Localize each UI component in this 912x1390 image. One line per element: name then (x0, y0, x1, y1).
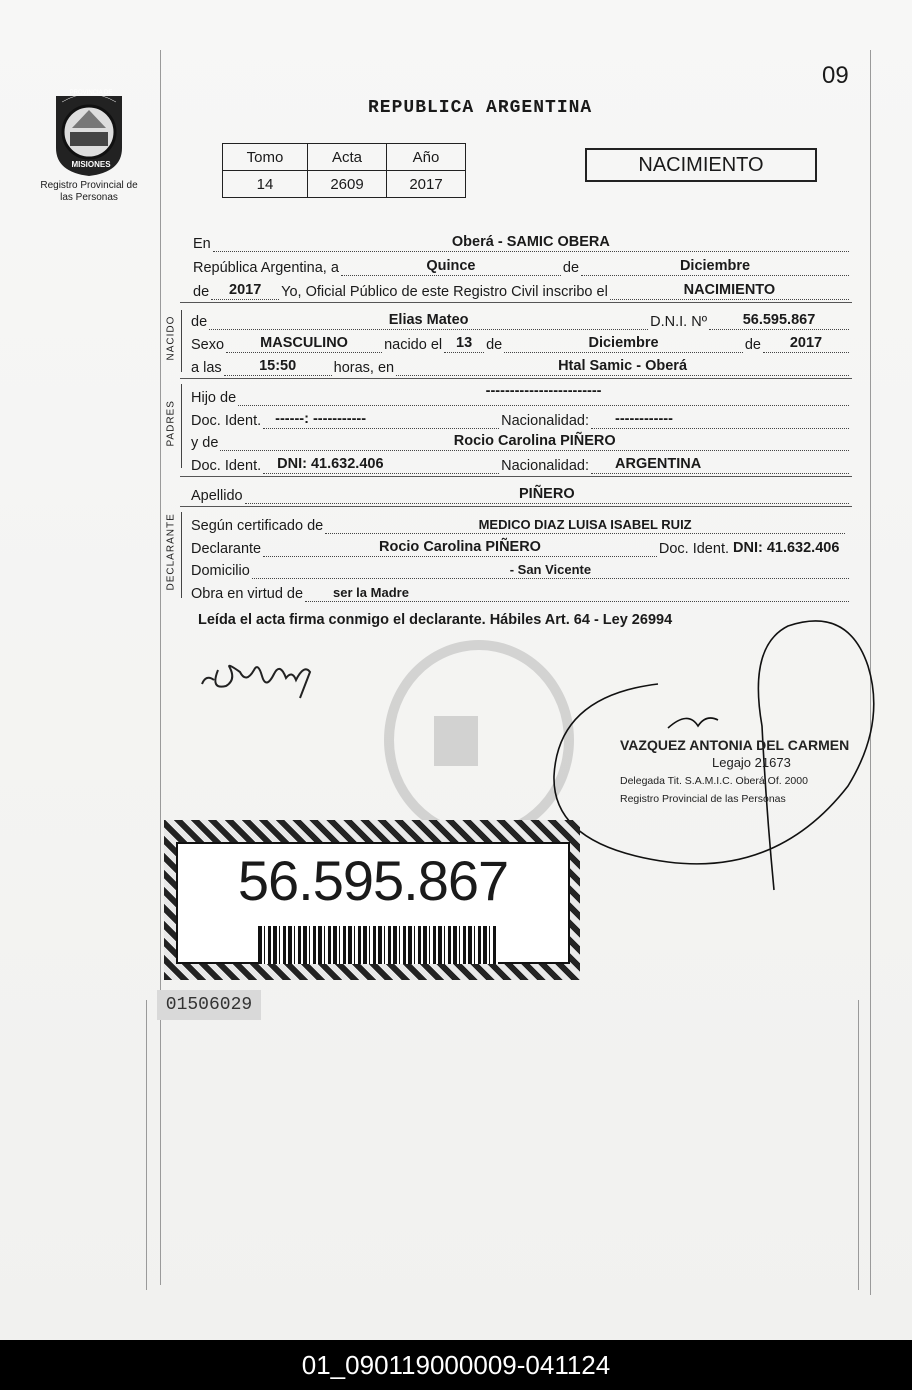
divider (180, 506, 852, 507)
side-label-declarante: DECLARANTE (165, 513, 177, 591)
legal-text: Leída el acta firma conmigo el declarante. Hábiles Art. 64 - Ley 26994 (198, 612, 673, 628)
table-header-acta: Acta (308, 144, 387, 171)
certificate-source: MEDICO DIAZ LUISA ISABEL RUIZ (478, 517, 692, 532)
logo-arc-text: PROVINCIA DE (69, 90, 113, 96)
label-de-2: de (193, 284, 210, 300)
mother-doc: DNI: 41.632.406 (277, 456, 384, 472)
nacido-row-3 (191, 356, 851, 376)
label-nacionalidad: Nacionalidad: (501, 458, 589, 474)
birth-month: Diciembre (588, 335, 659, 351)
barcode-number: 56.595.867 (237, 849, 509, 912)
table-header-tomo: Tomo (223, 144, 308, 171)
label-obra: Obra en virtud de (191, 586, 304, 602)
barcode-label (176, 842, 570, 964)
label-doc-ident: Doc. Ident. (658, 541, 729, 557)
logo-bottom-text: MISIONES (71, 160, 111, 169)
declarante-row-1 (191, 514, 847, 534)
padres-row-2 (191, 409, 851, 429)
divider (180, 378, 852, 379)
left-margin-line (160, 50, 161, 1285)
birth-time: 15:50 (259, 358, 297, 374)
side-label-nacido: NACIDO (165, 315, 177, 361)
record-table (222, 143, 466, 198)
stamp-number: 01506029 (157, 990, 261, 1020)
intro-inscribed: NACIMIENTO (683, 282, 776, 298)
label-doc-ident: Doc. Ident. (191, 413, 262, 429)
label-de: de (486, 337, 503, 353)
padres-row-1 (191, 383, 851, 406)
apellido-value: PIÑERO (519, 486, 575, 502)
nacido-row-2 (191, 333, 851, 353)
padres-bracket (181, 384, 182, 468)
divider (180, 302, 852, 303)
intro-row-3 (193, 280, 851, 300)
intro-row-2 (193, 256, 851, 276)
father-name: ------------------------ (485, 383, 602, 399)
label-de: de (191, 314, 208, 330)
official-position: Delegada Tit. S.A.M.I.C. Oberá Of. 2000 (620, 775, 808, 787)
divider (180, 476, 852, 477)
declarant-capacity: ser la Madre (333, 585, 409, 600)
label-y-de: y de (191, 435, 219, 451)
label-horas-en: horas, en (333, 360, 395, 376)
declarant-signature (196, 650, 326, 702)
side-label-padres: PADRES (165, 400, 177, 447)
father-doc: ------: ----------- (275, 411, 367, 427)
official-legajo: Legajo 21673 (712, 755, 791, 770)
label-declarante: Declarante (191, 541, 262, 557)
child-name: Elias Mateo (388, 312, 469, 328)
label-de: de (744, 337, 761, 353)
table-value-tomo: 14 (223, 171, 308, 198)
label-hijo-de: Hijo de (191, 390, 237, 406)
label-en: En (193, 236, 211, 252)
declarante-bracket (181, 512, 182, 598)
registry-seal-stamp (384, 640, 574, 840)
mother-nationality: ARGENTINA (615, 456, 702, 472)
padres-row-3 (191, 431, 851, 451)
label-a-las: a las (191, 360, 222, 376)
label-dni: D.N.I. Nº (650, 314, 707, 330)
father-nationality: ------------ (615, 411, 673, 427)
official-signature-block (620, 736, 849, 808)
label-certificado: Según certificado de (191, 518, 324, 534)
child-sexo: MASCULINO (260, 335, 348, 351)
mother-name: Rocio Carolina PIÑERO (453, 433, 616, 449)
intro-place: Oberá - SAMIC OBERA (451, 234, 610, 250)
intro-day: Quince (426, 258, 476, 274)
barcode-bars (258, 926, 498, 964)
padres-row-4 (191, 454, 851, 474)
official-registry: Registro Provincial de las Personas (620, 793, 786, 805)
barcode-sticker (164, 820, 580, 980)
intro-month: Diciembre (679, 258, 751, 274)
footer-id: 01_090119000009-041124 (0, 1340, 912, 1390)
label-republic: República Argentina, a (193, 260, 339, 276)
official-name: VAZQUEZ ANTONIA DEL CARMEN (620, 737, 850, 753)
declarante-row-4 (191, 582, 851, 602)
declarante-row-3 (191, 559, 851, 579)
intro-row-1 (193, 232, 851, 252)
birth-place: Htal Samic - Oberá (558, 358, 688, 374)
label-nacido-el: nacido el (384, 337, 443, 353)
apellido-row (191, 484, 851, 504)
right-margin-line-2 (858, 1000, 859, 1290)
declarant-address: - San Vicente (509, 562, 592, 577)
page-number: 09 (822, 62, 849, 89)
label-sexo: Sexo (191, 337, 225, 353)
label-doc-ident: Doc. Ident. (191, 458, 262, 474)
table-value-ano: 2017 (387, 171, 466, 198)
declarant-doc: DNI: 41.632.406 (733, 540, 840, 556)
country-title: REPUBLICA ARGENTINA (368, 98, 593, 118)
record-type-box: NACIMIENTO (585, 148, 817, 182)
label-apellido: Apellido (191, 488, 243, 504)
left-margin-line-2 (146, 1000, 147, 1290)
birth-day: 13 (456, 335, 473, 351)
table-header-ano: Año (387, 144, 466, 171)
label-domicilio: Domicilio (191, 563, 250, 579)
declarante-row-2 (191, 537, 851, 557)
nacido-row-1 (191, 310, 851, 330)
registry-caption: Registro Provincial de las Personas (40, 180, 138, 203)
nacido-bracket (181, 310, 182, 372)
label-de: de (562, 260, 580, 276)
officer-text: Yo, Oficial Público de este Registro Civil inscribo el (281, 284, 608, 300)
intro-year: 2017 (229, 282, 262, 298)
seal-emblem (434, 716, 478, 766)
label-nacionalidad: Nacionalidad: (501, 413, 589, 429)
declarant-name: Rocio Carolina PIÑERO (379, 539, 541, 555)
birth-year: 2017 (789, 335, 823, 351)
table-value-acta: 2609 (308, 171, 387, 198)
child-dni: 56.595.867 (742, 312, 816, 328)
